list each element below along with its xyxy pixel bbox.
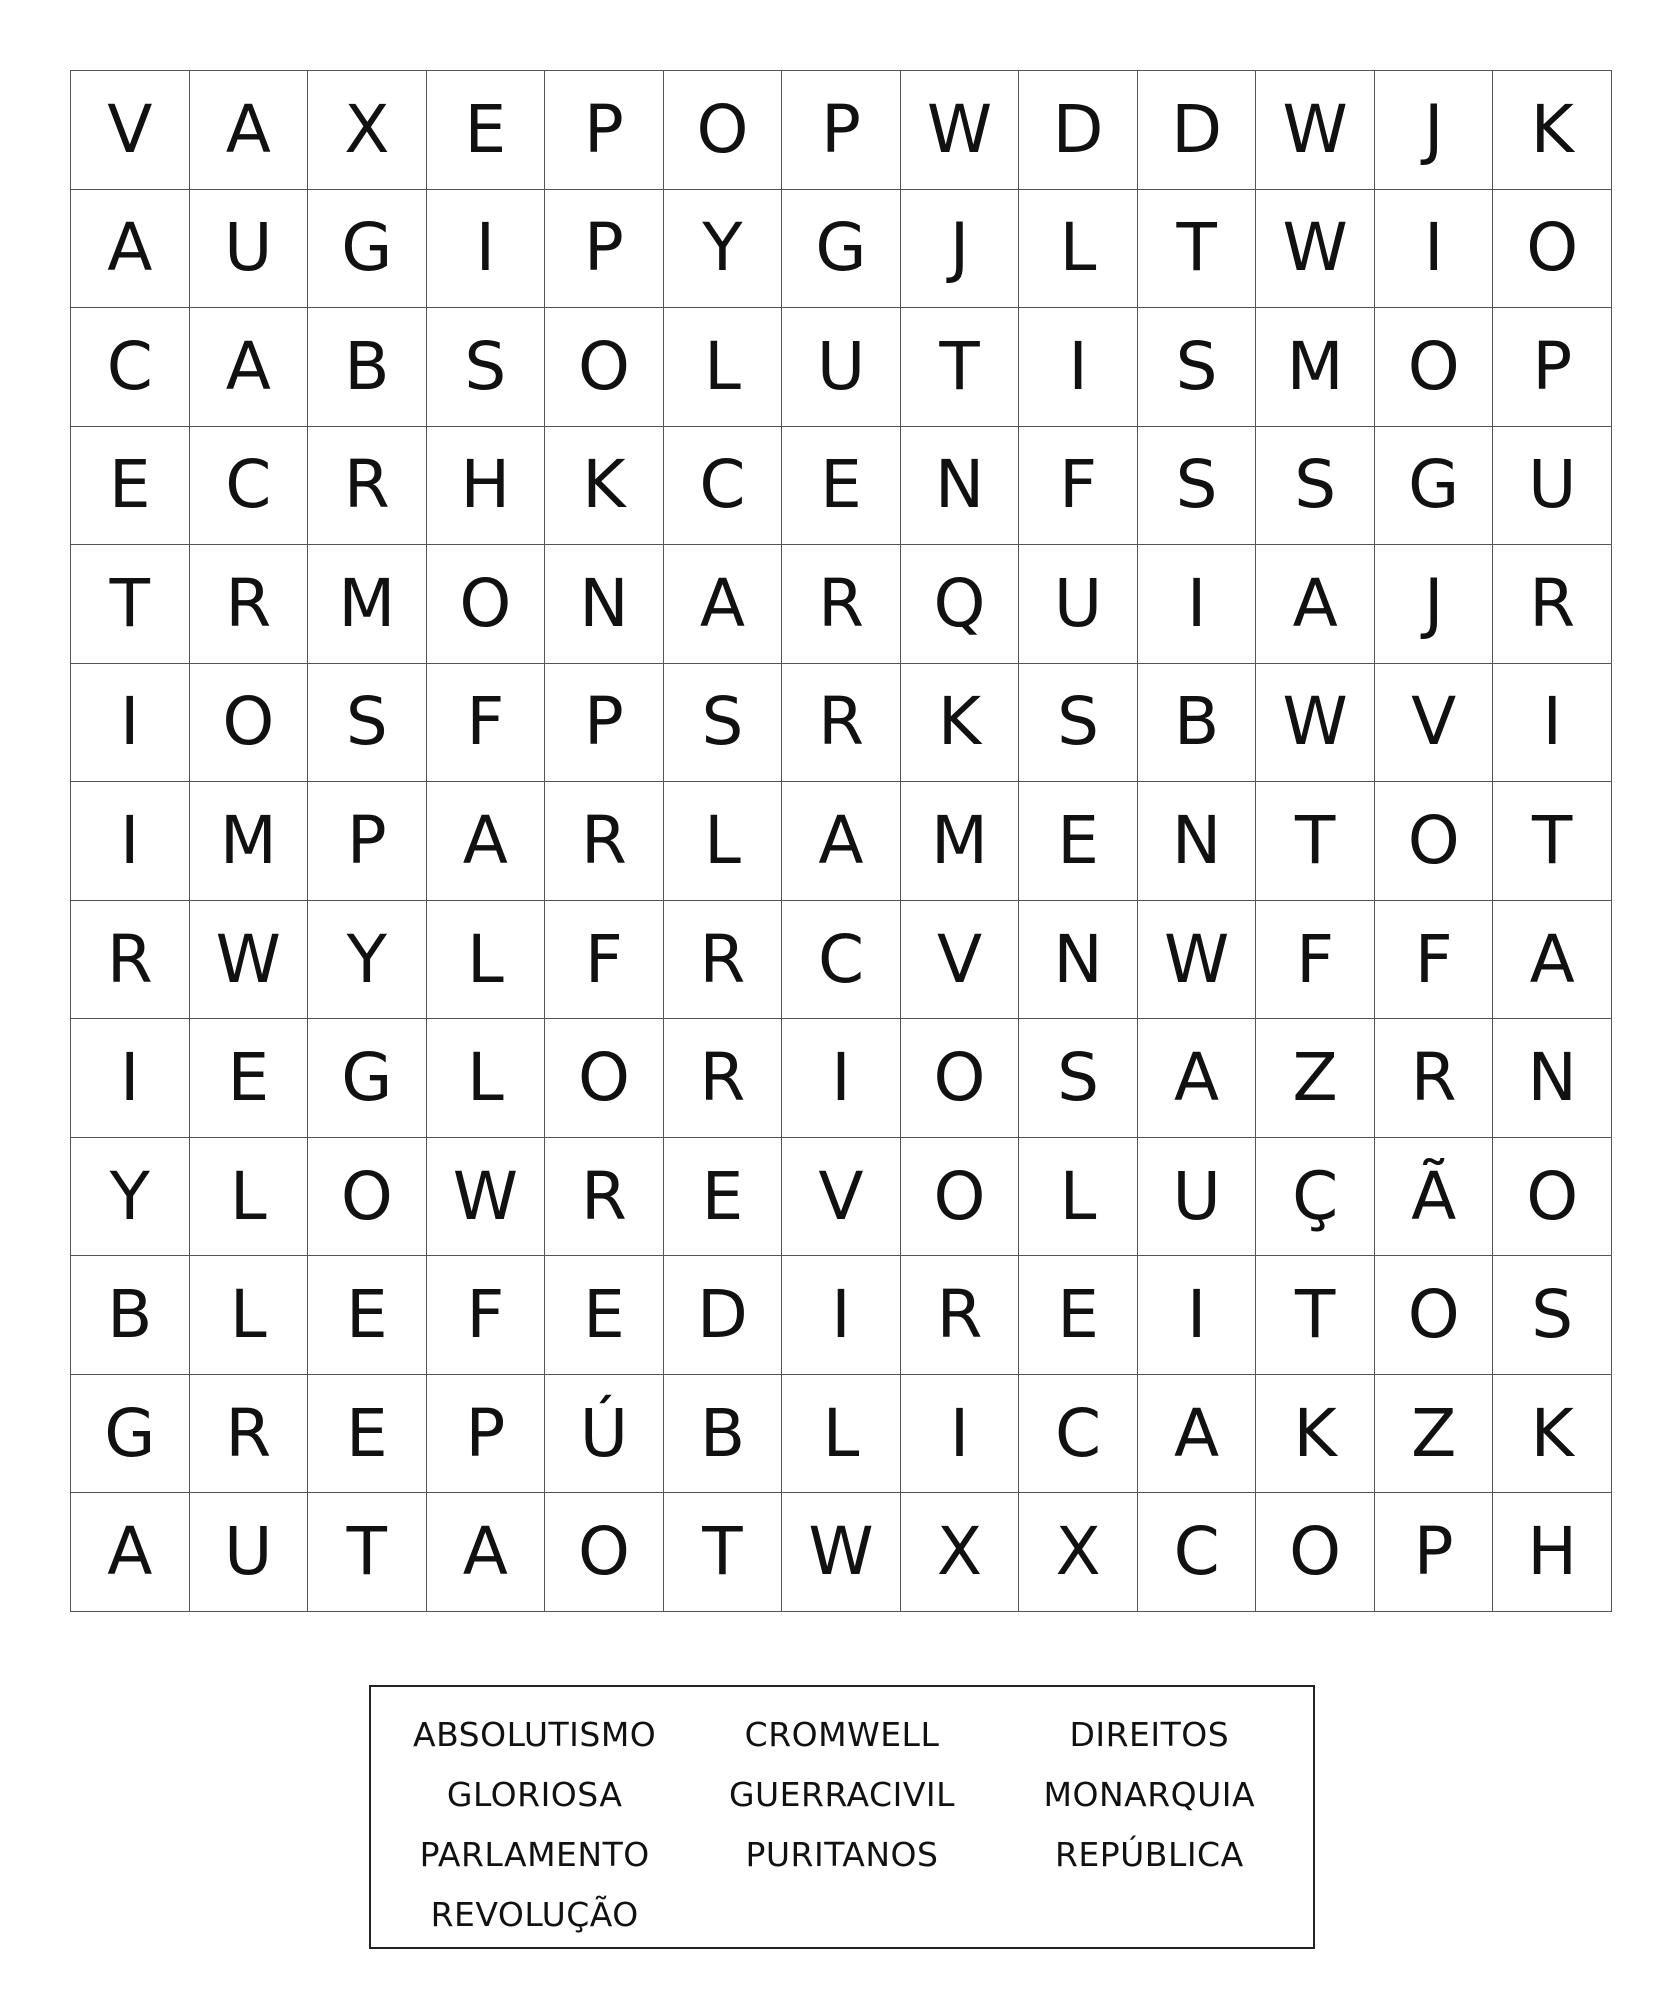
grid-cell[interactable]: R: [1375, 1019, 1494, 1138]
grid-cell[interactable]: G: [308, 190, 427, 309]
grid-cell[interactable]: T: [1493, 782, 1612, 901]
grid-cell[interactable]: O: [427, 545, 546, 664]
word-bank-item: MONARQUIA: [1043, 1775, 1256, 1814]
grid-cell[interactable]: C: [1019, 1375, 1138, 1494]
grid-cell[interactable]: I: [71, 664, 190, 783]
grid-cell[interactable]: I: [782, 1019, 901, 1138]
grid-cell[interactable]: O: [545, 1493, 664, 1612]
grid-cell[interactable]: S: [664, 664, 783, 783]
grid-cell[interactable]: R: [71, 901, 190, 1020]
grid-cell[interactable]: R: [190, 1375, 309, 1494]
grid-cell[interactable]: F: [1019, 427, 1138, 546]
grid-cell[interactable]: R: [901, 1256, 1020, 1375]
grid-cell[interactable]: O: [545, 1019, 664, 1138]
grid-cell[interactable]: E: [190, 1019, 309, 1138]
grid-cell[interactable]: Q: [901, 545, 1020, 664]
grid-cell[interactable]: A: [1138, 1375, 1257, 1494]
grid-cell[interactable]: O: [1493, 190, 1612, 309]
grid-cell[interactable]: X: [901, 1493, 1020, 1612]
grid-cell[interactable]: O: [545, 308, 664, 427]
grid-cell[interactable]: L: [427, 901, 546, 1020]
grid-cell[interactable]: E: [664, 1138, 783, 1257]
grid-cell[interactable]: T: [308, 1493, 427, 1612]
grid-cell[interactable]: R: [782, 664, 901, 783]
grid-cell[interactable]: M: [308, 545, 427, 664]
grid-cell[interactable]: E: [782, 427, 901, 546]
grid-cell[interactable]: U: [190, 1493, 309, 1612]
grid-cell[interactable]: M: [190, 782, 309, 901]
grid-cell[interactable]: E: [1019, 1256, 1138, 1375]
grid-cell[interactable]: E: [308, 1375, 427, 1494]
grid-cell[interactable]: U: [190, 190, 309, 309]
grid-cell[interactable]: U: [1138, 1138, 1257, 1257]
grid-cell[interactable]: T: [71, 545, 190, 664]
grid-cell[interactable]: M: [901, 782, 1020, 901]
grid-cell[interactable]: P: [782, 71, 901, 190]
grid-cell[interactable]: W: [782, 1493, 901, 1612]
grid-cell[interactable]: T: [1256, 782, 1375, 901]
grid-cell[interactable]: B: [308, 308, 427, 427]
grid-cell[interactable]: I: [782, 1256, 901, 1375]
grid-cell[interactable]: Y: [664, 190, 783, 309]
grid-cell[interactable]: I: [1493, 664, 1612, 783]
grid-cell[interactable]: I: [427, 190, 546, 309]
grid-cell[interactable]: W: [427, 1138, 546, 1257]
grid-cell[interactable]: F: [1256, 901, 1375, 1020]
grid-cell[interactable]: A: [190, 71, 309, 190]
grid-cell[interactable]: I: [1019, 308, 1138, 427]
grid-cell[interactable]: D: [1019, 71, 1138, 190]
grid-cell[interactable]: C: [664, 427, 783, 546]
grid-cell[interactable]: K: [901, 664, 1020, 783]
grid-cell[interactable]: V: [782, 1138, 901, 1257]
grid-cell[interactable]: J: [1375, 71, 1494, 190]
grid-cell[interactable]: R: [190, 545, 309, 664]
grid-cell[interactable]: I: [71, 782, 190, 901]
word-bank-item: PARLAMENTO: [419, 1835, 650, 1874]
grid-cell[interactable]: Ú: [545, 1375, 664, 1494]
grid-cell[interactable]: X: [1019, 1493, 1138, 1612]
word-bank-item: REVOLUÇÃO: [430, 1895, 639, 1934]
grid-cell[interactable]: P: [427, 1375, 546, 1494]
grid-cell[interactable]: I: [901, 1375, 1020, 1494]
grid-cell[interactable]: S: [1493, 1256, 1612, 1375]
grid-cell[interactable]: S: [1256, 427, 1375, 546]
grid-cell[interactable]: O: [1375, 308, 1494, 427]
grid-cell[interactable]: L: [664, 308, 783, 427]
word-bank-item: GLORIOSA: [446, 1775, 623, 1814]
grid-cell[interactable]: B: [664, 1375, 783, 1494]
word-bank-item: GUERRACIVIL: [728, 1775, 956, 1814]
grid-cell[interactable]: W: [1256, 190, 1375, 309]
grid-cell[interactable]: R: [545, 782, 664, 901]
grid-cell[interactable]: P: [545, 71, 664, 190]
grid-cell[interactable]: I: [1138, 545, 1257, 664]
grid-cell[interactable]: C: [71, 308, 190, 427]
grid-cell[interactable]: S: [1138, 308, 1257, 427]
grid-cell[interactable]: O: [1375, 1256, 1494, 1375]
grid-cell[interactable]: U: [1019, 545, 1138, 664]
grid-cell[interactable]: I: [1138, 1256, 1257, 1375]
grid-cell[interactable]: E: [545, 1256, 664, 1375]
grid-cell[interactable]: A: [1138, 1019, 1257, 1138]
grid-cell[interactable]: L: [664, 782, 783, 901]
grid-cell[interactable]: E: [308, 1256, 427, 1375]
grid-cell[interactable]: F: [427, 664, 546, 783]
grid-cell[interactable]: R: [308, 427, 427, 546]
grid-cell[interactable]: F: [427, 1256, 546, 1375]
grid-cell[interactable]: O: [1256, 1493, 1375, 1612]
grid-cell[interactable]: X: [308, 71, 427, 190]
word-bank-item: PURITANOS: [745, 1835, 939, 1874]
grid-cell[interactable]: S: [1019, 664, 1138, 783]
grid-cell[interactable]: I: [1375, 190, 1494, 309]
grid-cell[interactable]: A: [71, 1493, 190, 1612]
grid-cell[interactable]: P: [1493, 308, 1612, 427]
grid-cell[interactable]: P: [1375, 1493, 1494, 1612]
grid-cell[interactable]: O: [664, 71, 783, 190]
word-bank-item: ABSOLUTISMO: [413, 1715, 657, 1754]
grid-cell[interactable]: Y: [308, 901, 427, 1020]
grid-cell[interactable]: P: [545, 664, 664, 783]
grid-cell[interactable]: O: [1493, 1138, 1612, 1257]
grid-cell[interactable]: V: [1375, 664, 1494, 783]
grid-cell[interactable]: S: [308, 664, 427, 783]
grid-cell[interactable]: E: [427, 71, 546, 190]
word-bank-item: DIREITOS: [1069, 1715, 1230, 1754]
grid-cell[interactable]: O: [190, 664, 309, 783]
grid-cell[interactable]: Z: [1375, 1375, 1494, 1494]
grid-cell[interactable]: R: [664, 901, 783, 1020]
grid-cell[interactable]: C: [782, 901, 901, 1020]
grid-cell[interactable]: P: [308, 782, 427, 901]
grid-cell[interactable]: F: [1375, 901, 1494, 1020]
grid-cell[interactable]: O: [1375, 782, 1494, 901]
grid-cell[interactable]: A: [190, 308, 309, 427]
grid-cell[interactable]: E: [71, 427, 190, 546]
grid-cell[interactable]: R: [782, 545, 901, 664]
grid-cell[interactable]: W: [1256, 71, 1375, 190]
grid-cell[interactable]: L: [782, 1375, 901, 1494]
grid-cell[interactable]: D: [1138, 71, 1257, 190]
grid-cell[interactable]: T: [1138, 190, 1257, 309]
grid-cell[interactable]: S: [1138, 427, 1257, 546]
grid-cell[interactable]: Ç: [1256, 1138, 1375, 1257]
grid-cell[interactable]: Ã: [1375, 1138, 1494, 1257]
grid-cell[interactable]: V: [901, 901, 1020, 1020]
grid-cell[interactable]: H: [427, 427, 546, 546]
grid-cell[interactable]: T: [901, 308, 1020, 427]
grid-cell[interactable]: A: [71, 190, 190, 309]
grid-cell[interactable]: F: [545, 901, 664, 1020]
grid-cell[interactable]: V: [71, 71, 190, 190]
grid-cell[interactable]: N: [545, 545, 664, 664]
grid-cell[interactable]: B: [71, 1256, 190, 1375]
grid-cell[interactable]: O: [901, 1019, 1020, 1138]
grid-cell[interactable]: O: [901, 1138, 1020, 1257]
grid-cell[interactable]: K: [1493, 1375, 1612, 1494]
grid-cell[interactable]: R: [1493, 545, 1612, 664]
grid-cell[interactable]: L: [1019, 1138, 1138, 1257]
grid-cell[interactable]: L: [190, 1256, 309, 1375]
grid-cell[interactable]: A: [664, 545, 783, 664]
grid-cell[interactable]: D: [664, 1256, 783, 1375]
word-search-grid: [70, 70, 1612, 1612]
grid-cell[interactable]: G: [71, 1375, 190, 1494]
grid-cell[interactable]: H: [1493, 1493, 1612, 1612]
grid-cell[interactable]: A: [782, 782, 901, 901]
grid-cell[interactable]: S: [1019, 1019, 1138, 1138]
word-bank: [369, 1685, 1315, 1949]
grid-cell[interactable]: B: [1138, 664, 1257, 783]
grid-cell[interactable]: G: [782, 190, 901, 309]
grid-cell[interactable]: N: [901, 427, 1020, 546]
grid-cell[interactable]: Z: [1256, 1019, 1375, 1138]
grid-cell[interactable]: N: [1138, 782, 1257, 901]
grid-cell[interactable]: G: [1375, 427, 1494, 546]
grid-cell[interactable]: R: [545, 1138, 664, 1257]
grid-cell[interactable]: U: [1493, 427, 1612, 546]
grid-cell[interactable]: A: [427, 1493, 546, 1612]
grid-cell[interactable]: W: [1256, 664, 1375, 783]
grid-cell[interactable]: W: [190, 901, 309, 1020]
grid-cell[interactable]: U: [782, 308, 901, 427]
grid-cell[interactable]: O: [308, 1138, 427, 1257]
grid-cell[interactable]: T: [1256, 1256, 1375, 1375]
grid-cell[interactable]: W: [1138, 901, 1257, 1020]
grid-cell[interactable]: A: [427, 782, 546, 901]
grid-cell[interactable]: N: [1019, 901, 1138, 1020]
grid-cell[interactable]: W: [901, 71, 1020, 190]
grid-cell[interactable]: L: [190, 1138, 309, 1257]
grid-cell[interactable]: A: [1256, 545, 1375, 664]
grid-cell[interactable]: A: [1493, 901, 1612, 1020]
grid-cell[interactable]: J: [901, 190, 1020, 309]
grid-cell[interactable]: Y: [71, 1138, 190, 1257]
grid-cell[interactable]: P: [545, 190, 664, 309]
grid-cell[interactable]: T: [664, 1493, 783, 1612]
word-bank-item: REPÚBLICA: [1054, 1835, 1244, 1874]
grid-cell[interactable]: C: [190, 427, 309, 546]
grid-cell[interactable]: K: [1256, 1375, 1375, 1494]
grid-cell[interactable]: R: [664, 1019, 783, 1138]
grid-cell[interactable]: G: [308, 1019, 427, 1138]
grid-cell[interactable]: L: [1019, 190, 1138, 309]
grid-cell[interactable]: C: [1138, 1493, 1257, 1612]
grid-cell[interactable]: I: [71, 1019, 190, 1138]
grid-cell[interactable]: K: [545, 427, 664, 546]
grid-cell[interactable]: J: [1375, 545, 1494, 664]
grid-cell[interactable]: N: [1493, 1019, 1612, 1138]
grid-cell[interactable]: L: [427, 1019, 546, 1138]
grid-cell[interactable]: E: [1019, 782, 1138, 901]
word-bank-item: CROMWELL: [744, 1715, 940, 1754]
grid-cell[interactable]: K: [1493, 71, 1612, 190]
grid-cell[interactable]: M: [1256, 308, 1375, 427]
grid-cell[interactable]: S: [427, 308, 546, 427]
